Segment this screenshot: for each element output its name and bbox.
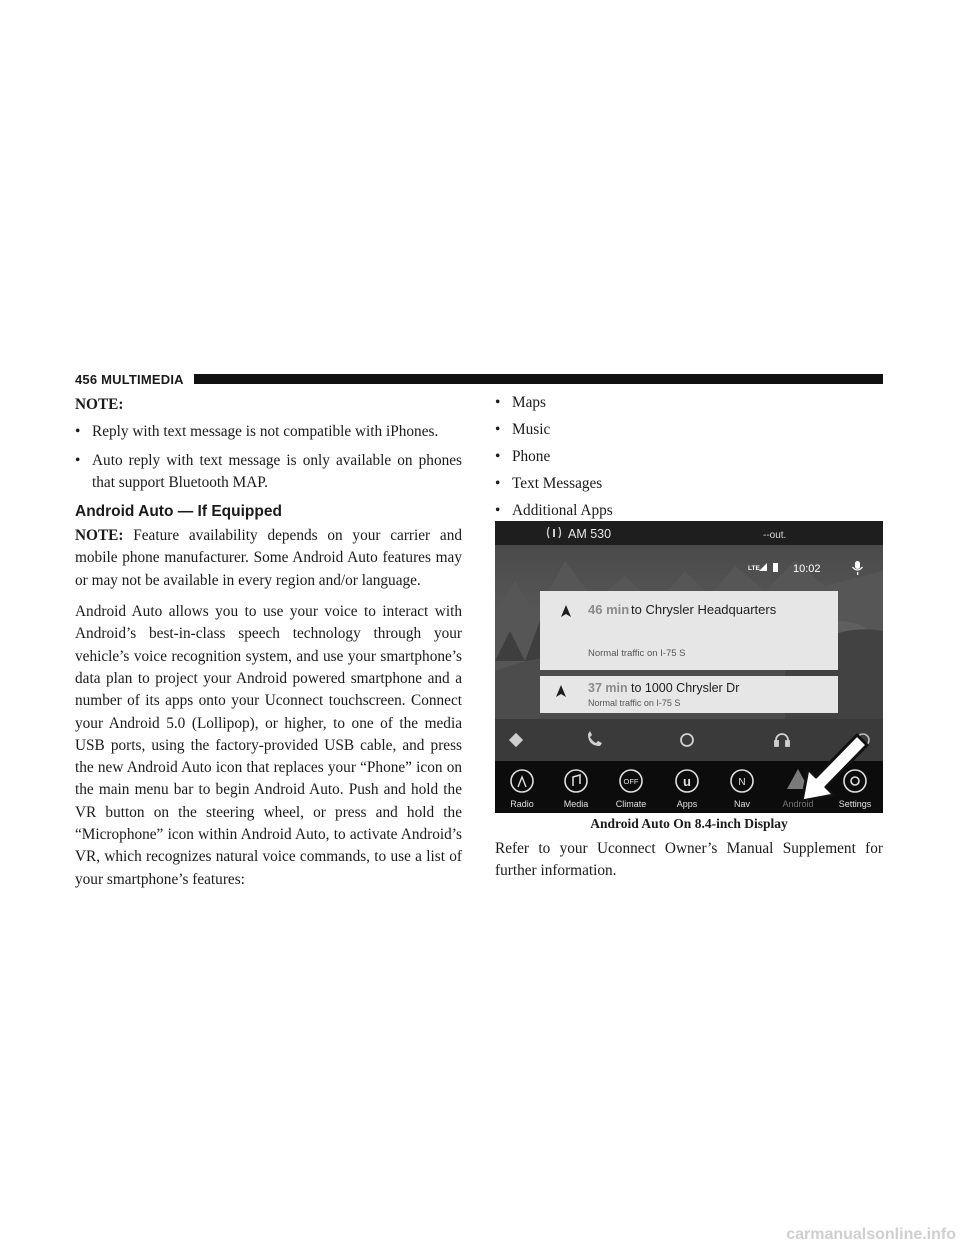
page-number-section: 456 MULTIMEDIA — [75, 371, 184, 387]
bullet-dot: • — [495, 474, 501, 492]
menu-label-nav: Nav — [733, 799, 751, 809]
note-label: NOTE: — [75, 396, 124, 413]
body-paragraph: Android Auto allows you to use your voice to interact with Android’s best-in-class speech technology through your vehicle’s voice recognition system, and use your smartphone’s data plan to project your Android powered smartphone and a number of its apps onto your Uconnect touchscreen. Connect your Android 5.0 (Lollipop), or higher, to one of the media USB ports, using the factory-provided USB cable, and press the new Android Auto icon that replaces your “Phone” icon on the main menu bar to begin Android Auto. Push and hold the VR button on the steering wheel, or press and hold the “Microphone” icon within Android Auto, to activate Android’s VR, which recognizes natural voice commands, to use a list of your smartphone’s features: — [75, 603, 462, 888]
bullet-dot: • — [75, 423, 81, 441]
bullet-dot: • — [495, 420, 501, 438]
android-auto-screen — [495, 521, 883, 813]
menu-label-climate: Climate — [615, 799, 647, 809]
feature-text: Music — [512, 420, 551, 438]
bullet-dot: • — [75, 451, 81, 469]
menu-label-media: Media — [563, 799, 589, 809]
bullet-text: Reply with text message is not compatible with iPhones. — [92, 423, 439, 441]
climate-off-text: OFF — [623, 777, 639, 786]
menu-label-settings: Settings — [838, 799, 872, 809]
left-column — [75, 394, 462, 891]
card-traffic: Normal traffic on I-75 S — [588, 648, 686, 659]
card-eta: 37 min — [588, 681, 628, 695]
battery-icon — [773, 563, 778, 572]
card-destination: to 1000 Chrysler Dr — [631, 681, 740, 695]
watermark-text: carmanualsonline.info — [786, 1226, 956, 1242]
feature-item — [495, 500, 883, 522]
nav-n-text: N — [738, 777, 746, 788]
note-bullet — [75, 450, 462, 495]
feature-item — [495, 473, 883, 495]
closing-paragraph: Refer to your Uconnect Owner’s Manual Supplement for further information. — [495, 840, 883, 880]
card-eta: 46 min — [588, 602, 630, 617]
clock: 10:02 — [793, 563, 821, 575]
feature-item — [495, 419, 883, 441]
feature-text: Text Messages — [512, 474, 603, 492]
lte-indicator: LTE — [748, 565, 760, 572]
header-rule — [194, 374, 883, 384]
radio-station: AM 530 — [568, 527, 612, 541]
page-header — [75, 371, 883, 387]
figure-caption: Android Auto On 8.4-inch Display — [590, 816, 788, 831]
menu-label-radio: Radio — [510, 799, 534, 809]
availability-note — [75, 525, 462, 592]
note-label: NOTE: — [75, 527, 124, 545]
feature-item — [495, 392, 883, 414]
section-heading: Android Auto — If Equipped — [75, 503, 282, 521]
bullet-dot: • — [495, 501, 501, 519]
right-column — [495, 392, 883, 522]
bullet-text: Auto reply with text message is only available on phones that support Bluetooth MAP. — [92, 451, 462, 491]
nav-card-1[interactable] — [540, 591, 838, 670]
note-bullet — [75, 421, 462, 443]
note-text: Feature availability depends on your carrier and mobile phone manufacturer. Some Android Auto features may or may not be available in every region and/or language. — [75, 527, 463, 589]
menu-label-android: Android — [782, 799, 814, 809]
card-destination: to Chrysler Headquarters — [631, 602, 777, 617]
nav-card-2[interactable] — [540, 676, 838, 713]
feature-text: Phone — [512, 447, 551, 465]
watermark — [640, 1224, 958, 1242]
bullet-dot: • — [495, 394, 501, 411]
svg-text:u: u — [683, 774, 691, 789]
feature-text: Maps — [512, 394, 546, 411]
card-traffic: Normal traffic on I-75 S — [588, 698, 681, 708]
feature-item — [495, 446, 883, 468]
menu-label-apps: Apps — [676, 799, 698, 809]
bullet-dot: • — [495, 447, 501, 465]
outside-temp: --out. — [763, 530, 787, 541]
feature-text: Additional Apps — [512, 501, 613, 519]
